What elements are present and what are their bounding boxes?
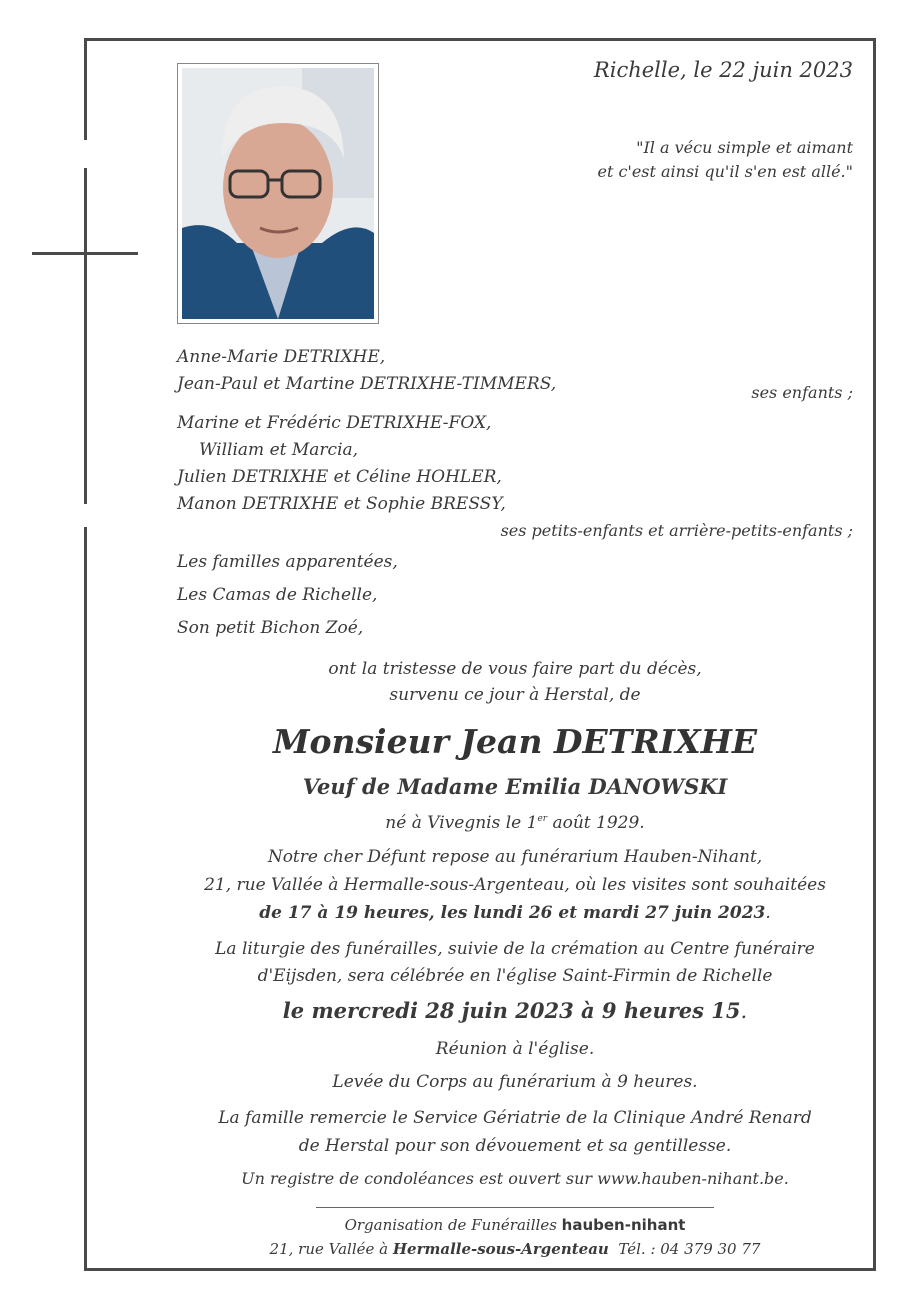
widow-line: Veuf de Madame Emilia DANOWSKI [302,774,728,799]
footer-divider [316,1207,714,1208]
frame-gap [80,140,92,170]
funeral-date: le mercredi 28 juin 2023 à 9 heures 15. [282,998,748,1023]
relative-line: Les familles apparentées, [177,552,398,572]
cross-vertical [84,168,87,504]
meeting-line: Réunion à l'église. [435,1039,595,1059]
announcement-line: survenu ce jour à Herstal, de [389,685,641,705]
birth-line: né à Vivegnis le 1er août 1929. [385,813,645,833]
rest-line: Notre cher Défunt repose au funérarium Hauben-Nihant, [267,847,763,867]
quote-line: et c'est ainsi qu'il s'en est allé." [597,162,853,181]
footer-org: Organisation de Funérailles hauben-nihant [344,1216,686,1234]
child-name: Jean-Paul et Martine DETRIXHE-TIMMERS, [177,374,557,394]
footer-address: 21, rue Vallée à Hermalle-sous-Argenteau Tél. : 04 379 30 77 [269,1240,761,1258]
registry-line: Un registre de condoléances est ouvert sur www.hauben-nihant.be. [241,1169,789,1188]
liturgy-line: La liturgie des funérailles, suivie de la crémation au Centre funéraire [215,939,815,959]
quote-line: "Il a vécu simple et aimant [636,138,853,157]
grandchild-name: William et Marcia, [199,440,359,460]
deceased-name: Monsieur Jean DETRIXHE [272,722,758,761]
grandchild-name: Julien DETRIXHE et Céline HOHLER, [177,467,502,487]
children-role: ses enfants ; [751,383,853,402]
liturgy-line: d'Eijsden, sera célébrée en l'église Saint-Firmin de Richelle [257,966,773,986]
cross-horizontal [32,252,138,255]
brand-logo: hauben-nihant [561,1216,686,1234]
rest-line: 21, rue Vallée à Hermalle-sous-Argenteau, où les visites sont souhaitées [204,875,826,895]
announcement-line: ont la tristesse de vous faire part du décès, [328,659,702,679]
levee-line: Levée du Corps au funérarium à 9 heures. [332,1072,698,1092]
grandchildren-role: ses petits-enfants et arrière-petits-enfants ; [500,521,853,540]
portrait-photo [177,63,379,324]
thanks-line: de Herstal pour son dévouement et sa gentillesse. [298,1136,732,1156]
frame-gap [80,503,92,527]
visits-line: de 17 à 19 heures, les lundi 26 et mardi 27 juin 2023. [259,903,771,923]
grandchild-name: Manon DETRIXHE et Sophie BRESSY, [177,494,506,514]
thanks-line: La famille remercie le Service Gériatrie de la Clinique André Renard [218,1108,812,1128]
relative-line: Son petit Bichon Zoé, [177,618,364,638]
place-date: Richelle, le 22 juin 2023 [593,58,853,82]
child-name: Anne-Marie DETRIXHE, [177,347,386,367]
grandchild-name: Marine et Frédéric DETRIXHE-FOX, [177,413,492,433]
relative-line: Les Camas de Richelle, [177,585,378,605]
